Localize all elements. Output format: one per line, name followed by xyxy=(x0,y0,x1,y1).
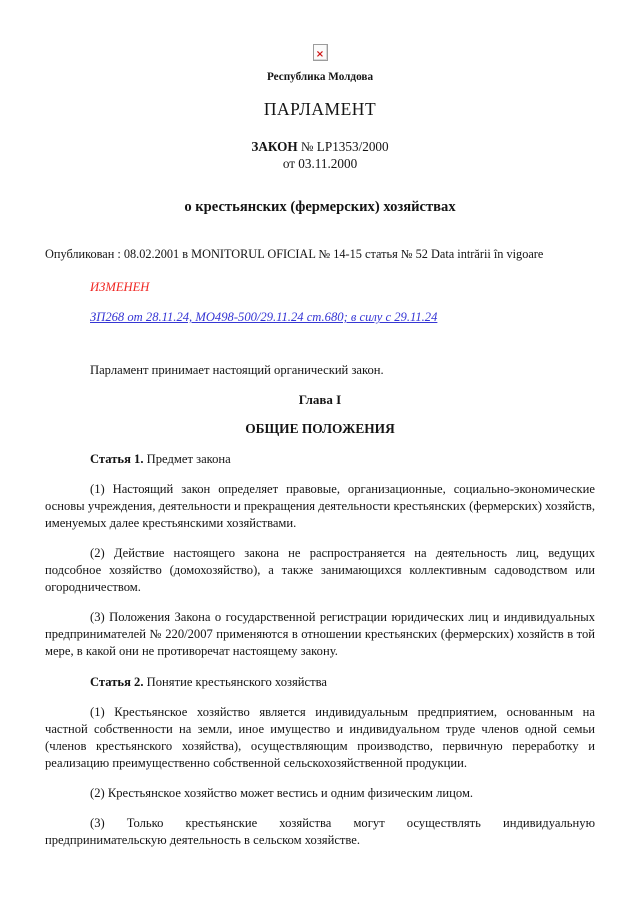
article-1-title: Предмет закона xyxy=(146,452,231,466)
document-title: о крестьянских (фермерских) хозяйствах xyxy=(184,199,456,215)
article-1-paragraph-3: (3) Положения Закона о государственной регистрации юридических лиц и индивидуальных предпринимателей № 220/2007 применяются в отношении крестьянских (фермерских) хозяйств в той мере, в какой они не противоречат настоящему закону. xyxy=(45,610,595,658)
document-header xyxy=(45,44,595,216)
article-2-paragraph-3: (3) Только крестьянские хозяйства могут осуществлять индивидуальную предпринимательскую деятельность в сельском хозяйстве. xyxy=(45,816,595,847)
article-2-heading xyxy=(45,674,595,691)
law-number: № LP1353/2000 xyxy=(300,139,389,154)
republic-title: Республика Молдова xyxy=(266,71,374,83)
article-2-paragraph-2: (2) Крестьянское хозяйство может вестись и одним физическим лицом. xyxy=(90,786,474,800)
broken-image-icon xyxy=(313,44,328,61)
chapter-title: ОБЩИЕ ПОЛОЖЕНИЯ xyxy=(245,421,395,436)
article-1-label: Статья 1. xyxy=(90,452,144,466)
article-1-paragraph-1: (1) Настоящий закон определяет правовые, организационные, социально-экономические основы учреждения, деятельности и прекращения деятельности крестьянских (фермерских) хозяйств, именуемых далее крестьянскими хозяйствами. xyxy=(45,482,595,530)
red-x-icon: × xyxy=(315,49,325,60)
article-1-heading xyxy=(45,451,595,468)
law-label: ЗАКОН xyxy=(251,139,298,154)
image-placeholder-row xyxy=(45,44,595,64)
article-2-label: Статья 2. xyxy=(90,675,144,689)
article-2-title: Понятие крестьянского хозяйства xyxy=(146,675,327,689)
amended-label: ИЗМЕНЕН xyxy=(90,280,150,294)
law-date: от 03.11.2000 xyxy=(282,156,358,171)
article-1-paragraph-2: (2) Действие настоящего закона не распространяется на деятельность лиц, ведущих подсобное хозяйство (домохозяйство), а также занимающихся коллективным садоводством или огородничеством. xyxy=(45,546,595,594)
preamble-text: Парламент принимает настоящий органический закон. xyxy=(90,363,384,377)
law-number-line xyxy=(45,138,595,155)
amendment-link[interactable]: ЗП268 от 28.11.24, МО498-500/29.11.24 ст.680; в силу с 29.11.24 xyxy=(90,310,438,324)
publication-line: Опубликован : 08.02.2001 в MONITORUL OFICIAL № 14-15 статья № 52 Data intrării în vigoare xyxy=(45,247,544,261)
parliament-title: ПАРЛАМЕНТ xyxy=(263,99,377,119)
article-2-paragraph-1: (1) Крестьянское хозяйство является индивидуальным предприятием, основанным на частной собственности на земли, иное имущество и индивидуальном труде членов одной семьи (членов крестьянского хозяйства), осуществляющим производство, первичную переработку и реализацию преимущественно собственной сельскохозяйственной продукции. xyxy=(45,705,595,770)
chapter-number: Глава I xyxy=(298,392,342,407)
amendment-link-line xyxy=(90,309,595,326)
